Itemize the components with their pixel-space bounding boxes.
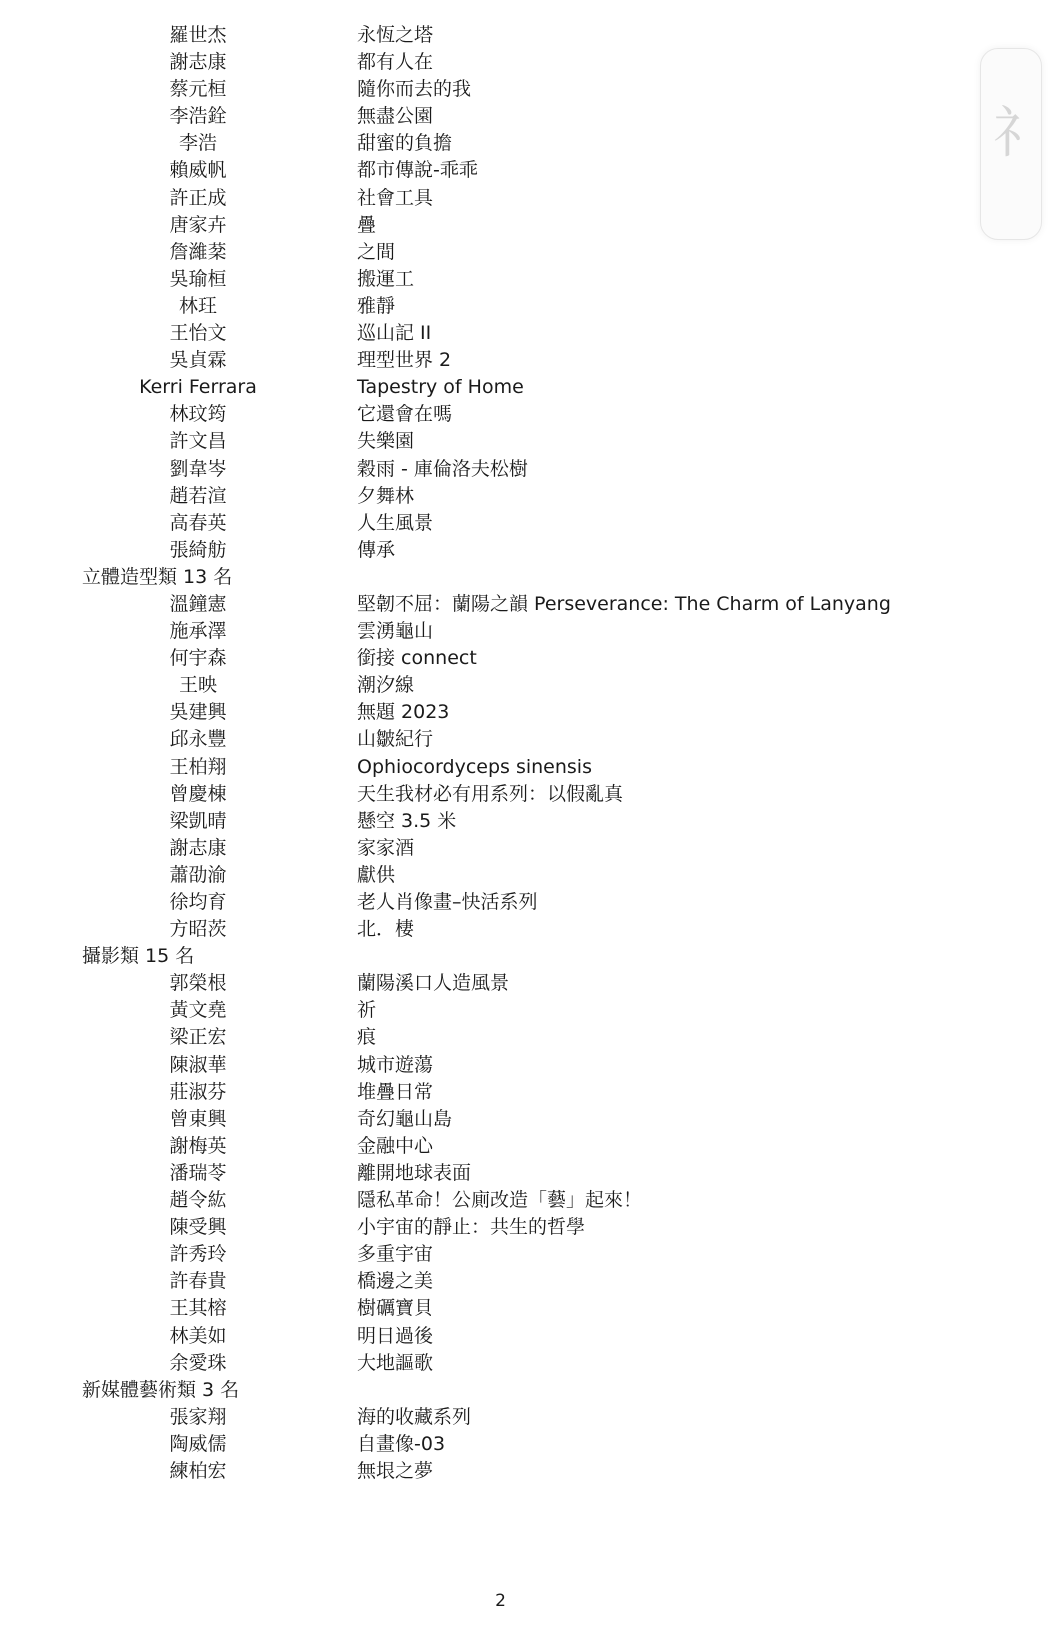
artwork-title: Ophiocordyceps sinensis: [357, 755, 592, 778]
artwork-title: 獻供: [357, 863, 396, 886]
artist-name: 余愛珠: [169, 1351, 227, 1374]
artist-name: 王其榕: [169, 1297, 227, 1320]
entry-row: [0, 726, 1001, 753]
artist-name: 何宇森: [169, 647, 227, 670]
artist-name: 郭榮根: [169, 972, 227, 995]
entry-row: [0, 862, 1001, 889]
category-heading-text: 攝影類 15 名: [82, 945, 195, 968]
entry-row: [0, 1241, 1001, 1268]
artwork-title: 多重宇宙: [357, 1243, 434, 1266]
artwork-title: 懸空 3.5 米: [357, 809, 457, 832]
entry-row: [0, 672, 1001, 699]
artist-name: 高春英: [169, 511, 227, 534]
artist-name: 羅世杰: [169, 24, 227, 46]
category-heading-text: 立體造型類 13 名: [82, 565, 233, 588]
artwork-title: 搬運工: [357, 267, 415, 290]
page-number: 2: [495, 1591, 506, 1611]
artwork-title: 永恆之塔: [357, 24, 434, 46]
entry-row: [0, 1323, 1001, 1350]
entry-row: [0, 1268, 1001, 1295]
artwork-title: 巡山記 II: [357, 322, 432, 345]
entry-row: [0, 1160, 1001, 1187]
artist-name: 施承澤: [169, 620, 227, 643]
artist-name: 練柏宏: [169, 1459, 227, 1482]
entry-row: [0, 808, 1001, 835]
artwork-title: 隱私革命！公廁改造「藝」起來！: [357, 1189, 643, 1212]
artist-name: 張綺舫: [169, 538, 227, 561]
artwork-title: 蘭陽溪口人造風景: [357, 972, 510, 995]
artist-name: 賴威帆: [169, 159, 227, 182]
artist-name: 謝志康: [169, 836, 227, 859]
artwork-title: 都市傳說-乖乖: [357, 159, 478, 182]
artwork-title: 雅靜: [357, 294, 396, 317]
entry-row: [0, 591, 1001, 618]
artwork-title: 無盡公園: [357, 105, 434, 128]
artwork-title: 堅韌不屈：蘭陽之韻 Perseverance: The Charm of Lanyang: [357, 592, 891, 615]
artist-name: 莊淑芬: [169, 1080, 227, 1103]
artist-name: 潘瑞苓: [169, 1161, 227, 1184]
artist-name: 徐均育: [169, 891, 227, 913]
entry-row: [0, 103, 1001, 130]
entry-row: [0, 185, 1001, 212]
artist-name: 梁凱晴: [169, 809, 227, 832]
artist-name: 詹濰棻: [169, 240, 227, 263]
artist-name: 許正成: [169, 186, 227, 209]
artist-name: 陶威儒: [169, 1432, 227, 1455]
entry-row: [0, 618, 1001, 645]
artist-name: 許春貴: [169, 1270, 227, 1293]
artist-name: 方昭茨: [169, 918, 227, 941]
entry-row: [0, 1024, 1001, 1051]
artist-name: 許文昌: [169, 430, 227, 453]
artist-name: 謝志康: [169, 51, 227, 74]
category-heading: [0, 1377, 1001, 1404]
artist-name: Kerri Ferrara: [139, 376, 257, 399]
artist-name: 曾慶棟: [169, 782, 227, 805]
artwork-title: 雲湧龜山: [357, 620, 434, 643]
artwork-title: 痕: [357, 1026, 377, 1049]
artwork-title: 疊: [357, 213, 377, 236]
entry-row: [0, 320, 1001, 347]
entry-row: [0, 699, 1001, 726]
artwork-title: 無題 2023: [357, 701, 450, 724]
entry-row: [0, 889, 1001, 916]
entry-row: [0, 157, 1001, 184]
category-heading: [0, 943, 1001, 970]
document-body: [0, 22, 1001, 1485]
artist-name: 李浩: [178, 132, 217, 155]
entry-row: [0, 835, 1001, 862]
entry-row: [0, 1187, 1001, 1214]
entry-row: [0, 1106, 1001, 1133]
entry-row: [0, 266, 1001, 293]
artist-name: 曾東興: [169, 1107, 227, 1130]
entry-row: [0, 970, 1001, 997]
artist-name: 林美如: [169, 1324, 227, 1347]
entry-row: [0, 130, 1001, 157]
entry-row: [0, 374, 1001, 401]
entry-row: [0, 781, 1001, 808]
artist-name: 謝梅英: [169, 1134, 227, 1157]
artwork-title: 小宇宙的靜止：共生的哲學: [357, 1216, 586, 1239]
artist-name: 梁正宏: [169, 1026, 227, 1049]
artwork-title: 甜蜜的負擔: [357, 132, 453, 155]
artist-name: 王怡文: [169, 322, 227, 345]
artwork-title: 樹礪寶貝: [357, 1297, 434, 1320]
artwork-title: 潮汐線: [357, 674, 415, 697]
artwork-title: 傳承: [357, 538, 396, 561]
artwork-title: 它還會在嗎: [357, 403, 453, 426]
entry-row: [0, 239, 1001, 266]
artwork-title: 銜接 connect: [357, 647, 477, 670]
entry-row: [0, 1458, 1001, 1485]
entry-row: [0, 428, 1001, 455]
entry-row: [0, 1350, 1001, 1377]
artwork-title: 海的收藏系列: [357, 1405, 472, 1428]
entry-row: [0, 293, 1001, 320]
artwork-title: 堆疊日常: [357, 1080, 434, 1103]
entry-row: [0, 645, 1001, 672]
artist-name: 許秀玲: [169, 1243, 227, 1266]
artwork-title: 社會工具: [357, 186, 434, 209]
artist-name: 唐家卉: [169, 213, 227, 236]
entry-row: [0, 754, 1001, 781]
artist-name: 蕭劭渝: [169, 863, 227, 886]
entry-row: [0, 510, 1001, 537]
artist-name: 林玨: [178, 294, 217, 317]
artist-name: 趙若渲: [169, 484, 227, 507]
artist-name: 溫鐘憲: [169, 592, 227, 615]
entry-row: [0, 456, 1001, 483]
artwork-title: 都有人在: [357, 51, 434, 74]
entry-row: [0, 1404, 1001, 1431]
artwork-title: 橋邊之美: [357, 1270, 434, 1293]
artwork-title: 穀雨 - 庫倫洛夫松樹: [357, 457, 528, 480]
entry-row: [0, 1133, 1001, 1160]
category-heading: [0, 564, 1001, 591]
entry-row: [0, 916, 1001, 943]
artwork-title: 山皺紀行: [357, 728, 434, 751]
artist-name: 吳貞霖: [169, 349, 227, 372]
artwork-title: 城市遊蕩: [357, 1053, 434, 1076]
artist-name: 黃文堯: [169, 999, 227, 1022]
artist-name: 劉韋岑: [169, 457, 227, 480]
artwork-title: 天生我材必有用系列：以假亂真: [357, 782, 624, 805]
category-heading-text: 新媒體藝術類 3 名: [82, 1378, 240, 1401]
entry-row: [0, 22, 1001, 49]
artwork-title: 北．棲: [357, 918, 415, 941]
artist-name: 林玟筠: [169, 403, 227, 426]
artist-name: 趙令紘: [169, 1189, 227, 1212]
artwork-title: 老人肖像畫–快活系列: [357, 891, 538, 913]
artist-name: 吳建興: [169, 701, 227, 724]
artist-name: 王映: [178, 674, 217, 697]
artwork-title: 家家酒: [357, 836, 415, 859]
artwork-title: 金融中心: [357, 1134, 434, 1157]
artwork-title: 失樂園: [357, 430, 415, 453]
entry-row: [0, 76, 1001, 103]
entry-row: [0, 49, 1001, 76]
artwork-title: 自畫像-03: [357, 1432, 446, 1455]
entry-row: [0, 1214, 1001, 1241]
artist-name: 蔡元桓: [169, 78, 227, 101]
artwork-title: 奇幻龜山島: [357, 1107, 453, 1130]
artwork-title: 理型世界 2: [357, 349, 452, 372]
artwork-title: 夕舞林: [357, 484, 415, 507]
artwork-title: 離開地球表面: [357, 1161, 472, 1184]
entry-row: [0, 997, 1001, 1024]
artist-name: 李浩銓: [169, 105, 227, 128]
entry-row: [0, 483, 1001, 510]
artwork-title: 人生風景: [357, 511, 434, 534]
artist-name: 張家翔: [169, 1405, 227, 1428]
entry-row: [0, 347, 1001, 374]
entry-row: [0, 1079, 1001, 1106]
artist-name: 陳淑華: [169, 1053, 227, 1076]
entry-row: [0, 1295, 1001, 1322]
entry-row: [0, 1052, 1001, 1079]
artwork-title: Tapestry of Home: [357, 376, 524, 399]
artwork-title: 明日過後: [357, 1324, 434, 1347]
entry-row: [0, 537, 1001, 564]
artist-name: 王柏翔: [169, 755, 227, 778]
side-overlay-card[interactable]: [980, 48, 1049, 240]
artist-name: 吳瑜桓: [169, 267, 227, 290]
artwork-title: 無垠之夢: [357, 1459, 434, 1482]
artwork-title: 大地謳歌: [357, 1351, 434, 1374]
entry-row: [0, 212, 1001, 239]
entry-row: [0, 1431, 1001, 1458]
artwork-title: 隨你而去的我: [357, 78, 472, 101]
entry-row: [0, 401, 1001, 428]
artist-name: 陳受興: [169, 1216, 227, 1239]
artwork-title: 祈: [357, 999, 377, 1022]
artwork-title: 之間: [357, 240, 396, 263]
partial-glyph-icon: 礻: [993, 101, 1049, 166]
artist-name: 邱永豐: [169, 728, 227, 751]
